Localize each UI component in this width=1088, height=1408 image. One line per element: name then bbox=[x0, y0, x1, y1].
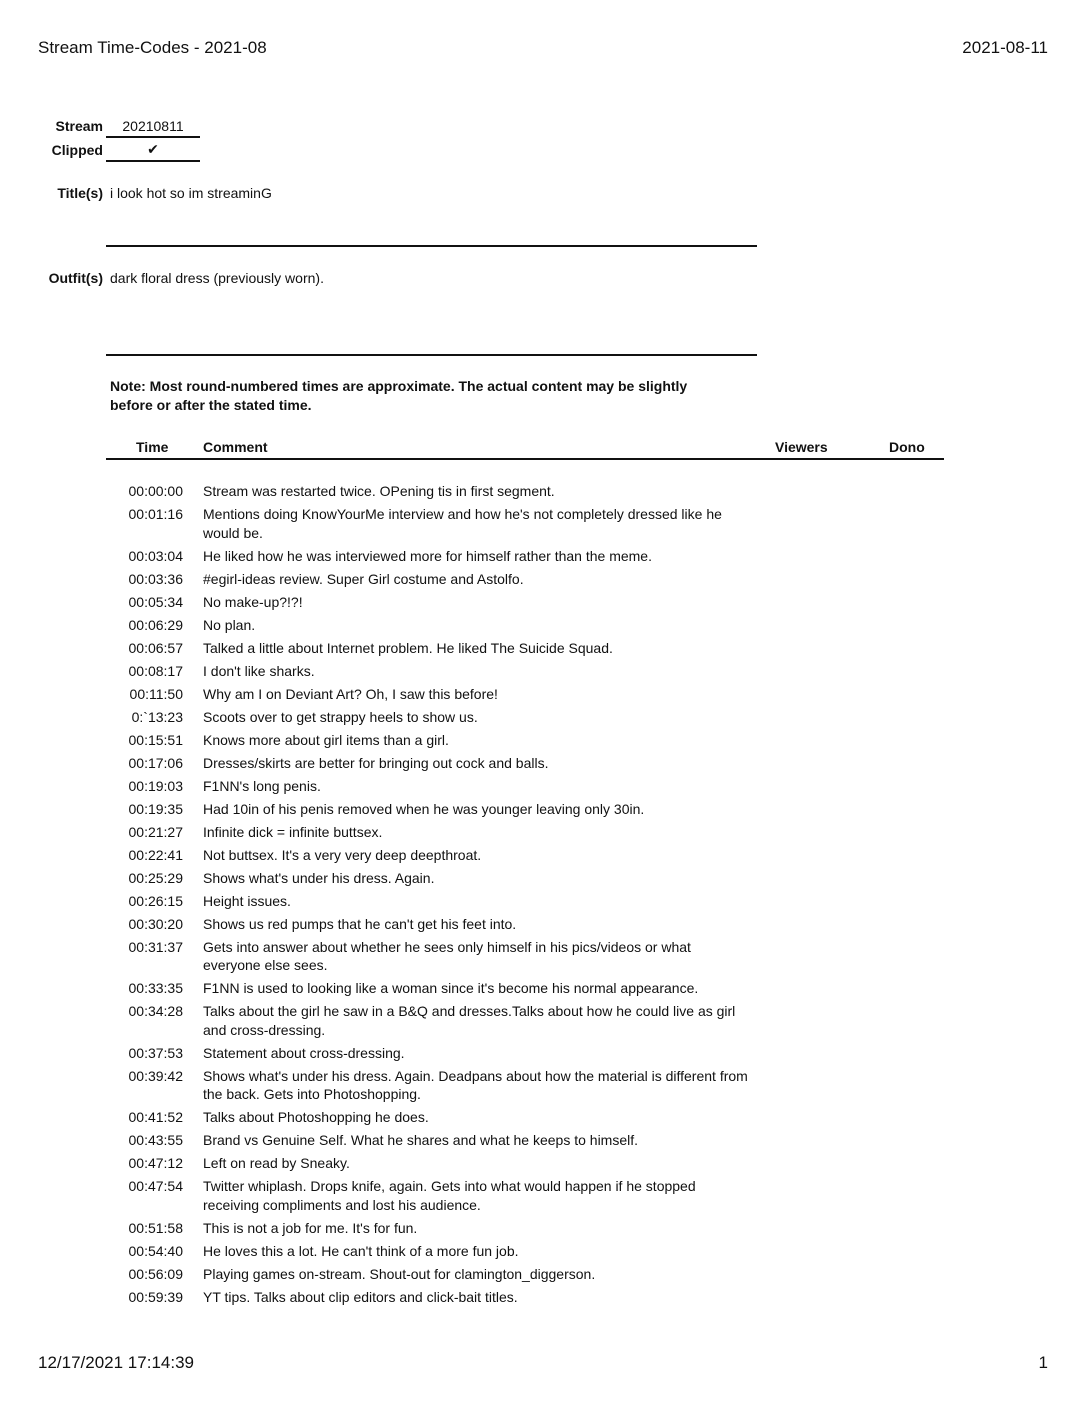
time-cell: 00:54:40 bbox=[128, 1242, 183, 1259]
table-row bbox=[0, 731, 1088, 754]
table-row bbox=[0, 547, 1088, 570]
time-cell: 00:00:00 bbox=[128, 483, 183, 499]
time-cell: 00:15:51 bbox=[128, 731, 183, 748]
table-row bbox=[0, 1265, 1088, 1288]
comment-cell: #egirl-ideas review. Super Girl costume and Astolfo. bbox=[203, 570, 524, 587]
table-row bbox=[0, 708, 1088, 731]
comment-cell: Stream was restarted twice. OPening tis in first segment. bbox=[203, 483, 555, 499]
time-cell: 00:19:35 bbox=[128, 800, 183, 817]
time-cell: 0:`13:23 bbox=[131, 708, 183, 725]
comment-cell: Knows more about girl items than a girl. bbox=[203, 731, 449, 748]
print-timestamp: 12/17/2021 17:14:39 bbox=[38, 1353, 194, 1372]
table-row bbox=[0, 1067, 1088, 1109]
document-date: 2021-08-11 bbox=[962, 38, 1048, 57]
time-cell: 00:06:29 bbox=[128, 616, 183, 633]
comment-cell: This is not a job for me. It's for fun. bbox=[203, 1219, 418, 1236]
table-row bbox=[0, 777, 1088, 800]
time-cell: 00:43:55 bbox=[128, 1132, 183, 1148]
table-row bbox=[0, 1154, 1088, 1177]
time-cell: 00:33:35 bbox=[128, 980, 183, 996]
table-row bbox=[0, 846, 1088, 869]
comment-cell: Talked a little about Internet problem. He liked The Suicide Squad. bbox=[203, 639, 613, 656]
stream-label: Stream bbox=[55, 118, 103, 134]
table-row bbox=[0, 754, 1088, 777]
document-title: Stream Time-Codes - 2021-08 bbox=[38, 38, 267, 57]
column-header-comment: Comment bbox=[203, 439, 268, 455]
outfits-divider bbox=[106, 354, 757, 356]
time-cell: 00:51:58 bbox=[128, 1219, 183, 1236]
table-row bbox=[0, 482, 1088, 505]
comment-cell: Shows what's under his dress. Again. bbox=[203, 869, 435, 886]
titles-value: i look hot so im streaminG bbox=[110, 185, 272, 201]
comment-cell: Playing games on-stream. Shout-out for clamington_diggerson. bbox=[203, 1265, 596, 1282]
table-row bbox=[0, 1288, 1088, 1311]
time-cell: 00:41:52 bbox=[128, 1109, 183, 1125]
comment-cell: F1NN's long penis. bbox=[203, 777, 321, 794]
time-cell: 00:11:50 bbox=[129, 685, 183, 702]
time-cell: 00:37:53 bbox=[128, 1044, 183, 1061]
comment-cell: Left on read by Sneaky. bbox=[203, 1155, 350, 1171]
comment-cell: I don't like sharks. bbox=[203, 662, 315, 679]
time-cell: 00:22:41 bbox=[128, 846, 183, 863]
clipped-checkmark-icon: ✔ bbox=[106, 141, 200, 162]
table-row bbox=[0, 1108, 1088, 1131]
comment-cell: Scoots over to get strappy heels to show us. bbox=[203, 708, 478, 725]
stream-value: 20210811 bbox=[106, 118, 200, 138]
table-row bbox=[0, 616, 1088, 639]
time-cell: 00:34:28 bbox=[128, 1003, 183, 1019]
comment-cell: Shows us red pumps that he can't get his feet into. bbox=[203, 915, 517, 932]
time-cell: 00:56:09 bbox=[128, 1265, 183, 1282]
table-row bbox=[0, 938, 1088, 980]
table-header-rule bbox=[106, 458, 944, 460]
time-cell: 00:19:03 bbox=[128, 777, 183, 794]
time-cell: 00:47:12 bbox=[128, 1155, 183, 1171]
time-cell: 00:59:39 bbox=[128, 1288, 183, 1305]
column-header-viewers: Viewers bbox=[775, 439, 828, 455]
table-row bbox=[0, 570, 1088, 593]
comment-cell: Not buttsex. It's a very very deep deepthroat. bbox=[203, 846, 482, 863]
time-cell: 00:03:04 bbox=[128, 547, 183, 564]
table-row bbox=[0, 915, 1088, 938]
approximation-note: Note: Most round-numbered times are approximate. The actual content may be slightly before or after the stated time. bbox=[110, 378, 688, 413]
table-row bbox=[0, 1219, 1088, 1242]
table-row bbox=[0, 800, 1088, 823]
comment-cell: Height issues. bbox=[203, 892, 291, 909]
timecode-table-body bbox=[0, 482, 1088, 1311]
table-row bbox=[0, 823, 1088, 846]
comment-cell: Talks about the girl he saw in a B&Q and dresses.Talks about how he could live as girl and cross-dressing. bbox=[203, 1003, 736, 1038]
comment-cell: Had 10in of his penis removed when he was younger leaving only 30in. bbox=[203, 800, 645, 817]
table-row bbox=[0, 1002, 1088, 1044]
table-row bbox=[0, 662, 1088, 685]
comment-cell: Shows what's under his dress. Again. Deadpans about how the material is different from the back. Gets into Photoshopping. bbox=[203, 1067, 748, 1102]
comment-cell: Talks about Photoshopping he does. bbox=[203, 1109, 429, 1125]
comment-cell: F1NN is used to looking like a woman since it's become his normal appearance. bbox=[203, 980, 699, 996]
comment-cell: Gets into answer about whether he sees only himself in his pics/videos or what everyone else sees. bbox=[203, 938, 691, 973]
comment-cell: No plan. bbox=[203, 616, 256, 633]
time-cell: 00:03:36 bbox=[128, 570, 183, 587]
titles-divider bbox=[106, 245, 757, 247]
table-row bbox=[0, 1131, 1088, 1154]
table-row bbox=[0, 892, 1088, 915]
table-row bbox=[0, 685, 1088, 708]
outfits-label: Outfit(s) bbox=[48, 270, 103, 286]
time-cell: 00:47:54 bbox=[128, 1178, 183, 1194]
time-cell: 00:21:27 bbox=[128, 823, 183, 840]
table-row bbox=[0, 869, 1088, 892]
comment-cell: Statement about cross-dressing. bbox=[203, 1044, 405, 1061]
column-header-time: Time bbox=[136, 439, 169, 455]
comment-cell: Brand vs Genuine Self. What he shares and what he keeps to himself. bbox=[203, 1132, 639, 1148]
time-cell: 00:06:57 bbox=[128, 639, 183, 656]
table-row bbox=[0, 639, 1088, 662]
comment-cell: Infinite dick = infinite buttsex. bbox=[203, 823, 383, 840]
time-cell: 00:17:06 bbox=[128, 754, 183, 771]
outfits-value: dark floral dress (previously worn). bbox=[110, 270, 324, 286]
time-cell: 00:01:16 bbox=[128, 506, 183, 522]
comment-cell: Dresses/skirts are better for bringing out cock and balls. bbox=[203, 754, 549, 771]
comment-cell: Mentions doing KnowYourMe interview and how he's not completely dressed like he would be. bbox=[203, 506, 722, 541]
column-header-dono: Dono bbox=[889, 439, 925, 455]
comment-cell: Twitter whiplash. Drops knife, again. Gets into what would happen if he stopped receiving compliments and lost his audience. bbox=[203, 1178, 696, 1213]
time-cell: 00:05:34 bbox=[128, 593, 183, 610]
time-cell: 00:25:29 bbox=[128, 869, 183, 886]
titles-label: Title(s) bbox=[57, 185, 103, 201]
time-cell: 00:26:15 bbox=[128, 892, 183, 909]
time-cell: 00:39:42 bbox=[128, 1067, 183, 1084]
time-cell: 00:31:37 bbox=[128, 938, 183, 955]
clipped-label: Clipped bbox=[51, 142, 103, 158]
table-row bbox=[0, 1242, 1088, 1265]
time-cell: 00:08:17 bbox=[128, 662, 183, 679]
table-row bbox=[0, 979, 1088, 1002]
comment-cell: Why am I on Deviant Art? Oh, I saw this before! bbox=[203, 685, 498, 702]
comment-cell: YT tips. Talks about clip editors and click-bait titles. bbox=[203, 1288, 518, 1305]
table-row bbox=[0, 1044, 1088, 1067]
comment-cell: He liked how he was interviewed more for himself rather than the meme. bbox=[203, 547, 652, 564]
comment-cell: He loves this a lot. He can't think of a more fun job. bbox=[203, 1242, 519, 1259]
table-row bbox=[0, 593, 1088, 616]
comment-cell: No make-up?!?! bbox=[203, 593, 303, 610]
table-row bbox=[0, 1177, 1088, 1219]
page-number: 1 bbox=[1038, 1353, 1048, 1372]
time-cell: 00:30:20 bbox=[128, 915, 183, 932]
table-row bbox=[0, 505, 1088, 547]
